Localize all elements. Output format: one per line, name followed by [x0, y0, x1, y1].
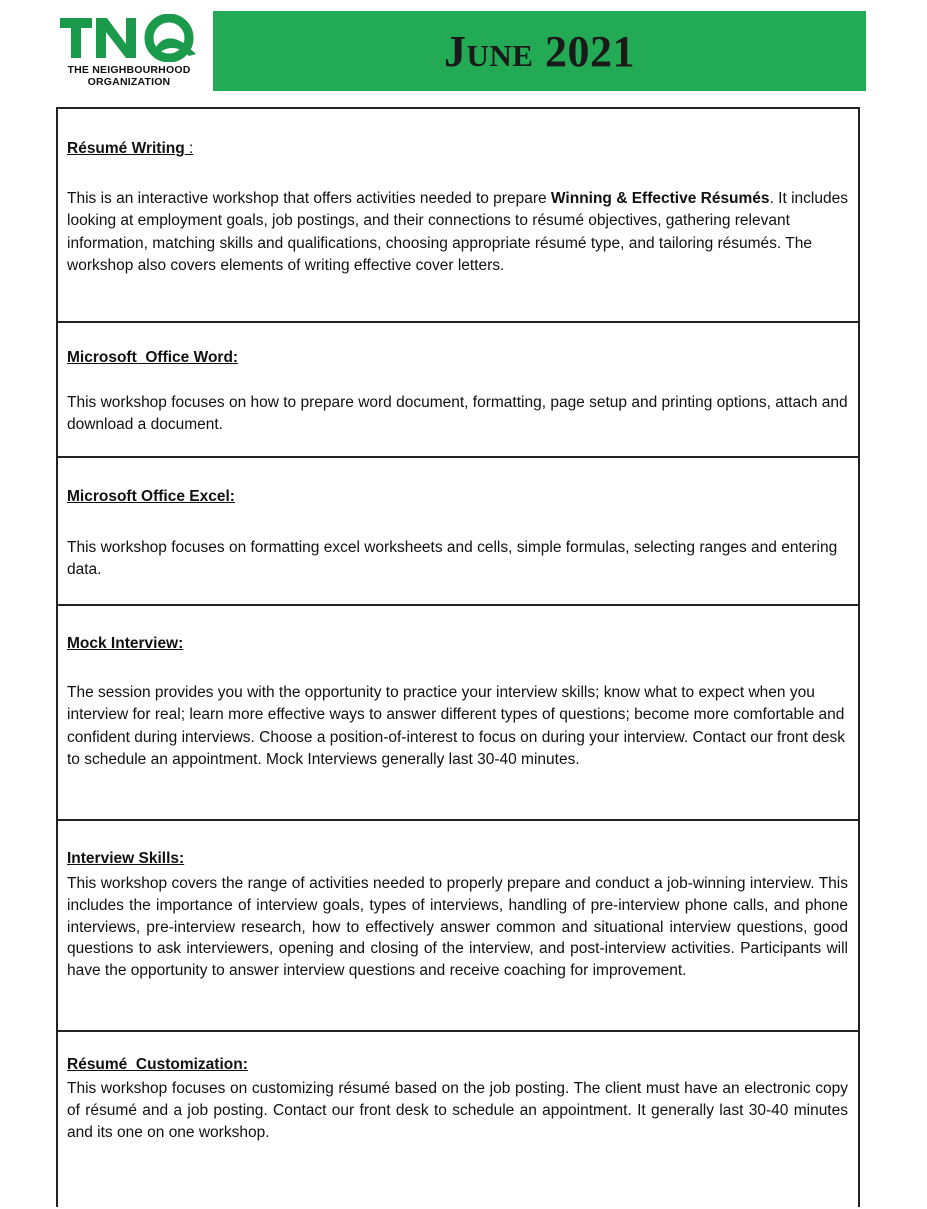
logo-text-line1: THE NEIGHBOURHOOD — [67, 64, 191, 76]
workshop-excel — [58, 458, 858, 606]
workshop-resume-writing — [58, 109, 858, 323]
section-heading-suffix: : — [184, 140, 194, 157]
workshop-resume-customization — [58, 1032, 858, 1209]
section-body-text-after: . It includes looking at employment goals, job postings, and their connections to résumé objectives, gathering relevant information, matching skills and qualifications, choosing appropriate résumé type, and tailoring résumés. The workshop also covers elements of writing effective cover letters. — [67, 190, 848, 274]
section-heading: Interview Skills: — [67, 850, 185, 867]
workshop-interview-skills — [58, 821, 858, 1032]
page-title: June 2021 — [444, 26, 635, 76]
section-body-emphasis: Winning & Effective Résumés — [550, 190, 770, 207]
workshop-mock-interview — [58, 606, 858, 821]
workshop-word — [58, 323, 858, 458]
section-heading: Microsoft Office Word: — [67, 349, 239, 366]
section-heading: Résumé Customization: — [67, 1056, 248, 1073]
logo-text-line2: ORGANIZATION — [87, 76, 171, 88]
section-body: This workshop focuses on how to prepare word document, formatting, page setup and printing options, attach and download a document. — [67, 394, 848, 434]
section-body — [67, 188, 848, 277]
tno-logo — [58, 14, 200, 90]
section-body: This workshop covers the range of activities needed to properly prepare and conduct a job-winning interview. This includes the importance of interview goals, types of interviews, handling of pre-interview phone calls, and phone interviews, pre-interview research, how to effectively answer common and situational interview questions, good questions to ask interviewers, opening and closing of the interview, and post-interview activities. Participants will have the opportunity to answer interview questions and receive coaching for improvement. — [67, 875, 848, 980]
title-banner — [213, 11, 866, 91]
workshop-table — [56, 107, 860, 1207]
section-body: This workshop focuses on customizing résumé based on the job posting. The client must have an electronic copy of résumé and a job posting. Contact our front desk to schedule an appointment. It generally last 30-40 minutes and its one on one workshop. — [67, 1080, 848, 1141]
section-heading-wrapper — [67, 140, 193, 158]
section-heading: Mock Interview: — [67, 635, 184, 652]
section-body: This workshop focuses on formatting excel worksheets and cells, simple formulas, selecting ranges and entering data. — [67, 539, 838, 579]
section-body-text: This is an interactive workshop that offers activities needed to prepare — [67, 190, 551, 207]
section-body: The session provides you with the opportunity to practice your interview skills; know what to expect when you interview for real; learn more effective ways to answer different types of questions; become more comfortable and confident during interviews. Choose a position-of-interest to focus on during your interview. Contact our front desk to schedule an appointment. Mock Interviews generally last 30-40 minutes. — [67, 684, 845, 768]
tno-logo-mark — [58, 14, 200, 62]
section-heading: Résumé Writing — [67, 140, 185, 157]
section-heading: Microsoft Office Excel: — [67, 488, 235, 505]
